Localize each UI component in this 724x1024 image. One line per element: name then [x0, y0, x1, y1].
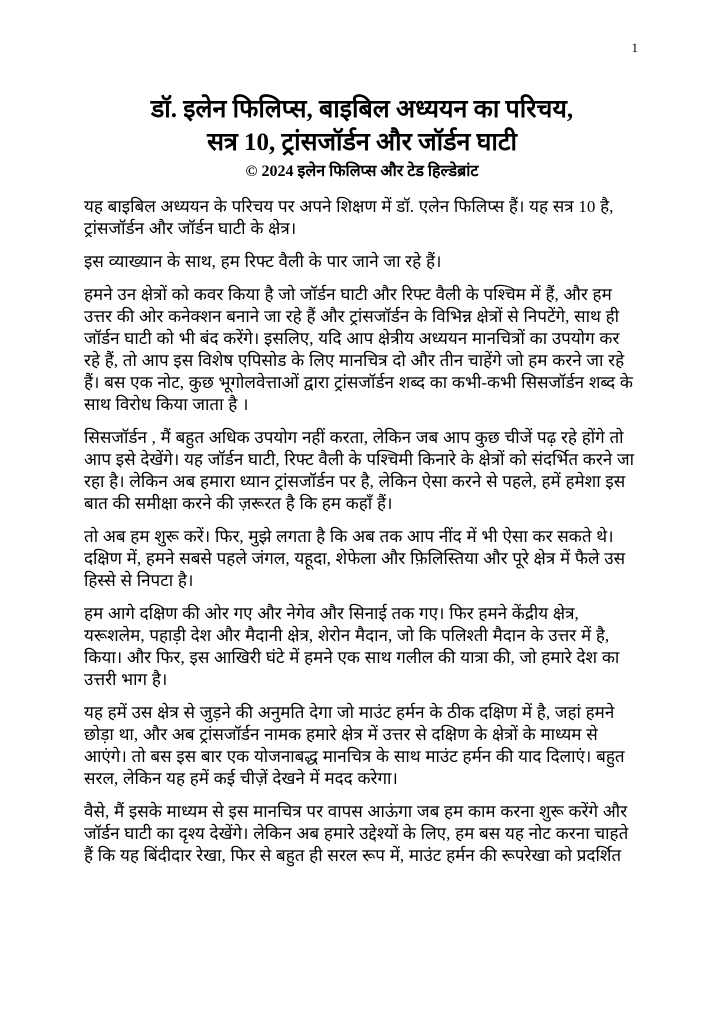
paragraph-5: तो अब हम शुरू करें। फिर, मुझे लगता है कि अब तक आप नींद में भी ऐसा कर सकते थे। दक्षिण में, हमने सबसे पहले जंगल, यहूदा, शेफेला और फ़िलिस्तिया और पूरे क्षेत्र में फैले उस हिस्से से निपटा है। — [84, 527, 626, 590]
paragraph-6: हम आगे दक्षिण की ओर गए और नेगेव और सिनाई तक गए। फिर हमने केंद्रीय क्षेत्र, यरूशलेम, पहाड़ी देश और मैदानी क्षेत्र, शेरोन मैदान, जो कि पलिश्ती मैदान के उत्तर में है, किया। और फिर, इस आखिरी घंटे में हमने एक साथ गलील की यात्रा की, जो हमारे देश का उत्तरी भाग है। — [84, 604, 620, 689]
title-line-2: सत्र 10, ट्रांसजॉर्डन और जॉर्डन घाटी — [207, 129, 517, 156]
page-number: 1 — [631, 40, 638, 55]
paragraph-8: वैसे, मैं इसके माध्यम से इस मानचित्र पर वापस आऊंगा जब हम काम करना शुरू करेंगे और जॉर्डन घाटी का दृश्य देखेंगे। लेकिन अब हमारे उद्देश्यों के लिए, हम बस यह नोट करना चाहते हैं कि यह बिंदीदार रेखा, फिर से बहुत ही सरल रूप में, माउंट हर्मन की रूपरेखा को प्रदर्शित — [84, 802, 629, 865]
paragraph-4: सिसजॉर्डन , मैं बहुत अधिक उपयोग नहीं करता, लेकिन जब आप कुछ चीजें पढ़ रहे होंगे तो आप इसे देखेंगे। यह जॉर्डन घाटी, रिफ्ट वैली के पश्चिमी किनारे के क्षेत्रों को संदर्भित करने जा रहा है। लेकिन अब हमारा ध्यान ट्रांसजॉर्डन पर है, लेकिन ऐसा करने से पहले, हमें हमेशा इस बात की समीक्षा करने की ज़रूरत है कि हम कहाँ हैं। — [84, 428, 635, 513]
document-title — [84, 93, 640, 159]
title-line-1: डॉ. इलेन फिलिप्स, बाइबिल अध्ययन का परिचय, — [150, 96, 574, 123]
paragraph-2: इस व्याख्यान के साथ, हम रिफ्ट वैली के पार जाने जा रहे हैं। — [84, 252, 442, 271]
paragraph-3: हमने उन क्षेत्रों को कवर किया है जो जॉर्डन घाटी और रिफ्ट वैली के पश्चिम में हैं, और हम उत्तर की ओर कनेक्शन बनाने जा रहे हैं और ट्रांसजॉर्डन के विभिन्न क्षेत्रों से निपटेंगे, साथ ही जॉर्डन घाटी को भी बंद करेंगे। इसलिए, यदि आप क्षेत्रीय अध्ययन मानचित्रों का उपयोग कर रहे हैं, तो आप इस विशेष एपिसोड के लिए मानचित्र दो और तीन चाहेंगे जो हम करने जा रहे हैं। बस एक नोट, कुछ भूगोलवेत्ताओं द्वारा ट्रांसजॉर्डन शब्द का कभी-कभी सिसजॉर्डन शब्द के साथ विरोध किया जाता है । — [84, 285, 633, 414]
paragraph-7: यह हमें उस क्षेत्र से जुड़ने की अनुमति देगा जो माउंट हर्मन के ठीक दक्षिण में है, जहां हमने छोड़ा था, और अब ट्रांसजॉर्डन नामक हमारे क्षेत्र में उत्तर से दक्षिण के क्षेत्रों के माध्यम से आएंगे। तो बस इस बार एक योजनाबद्ध मानचित्र के साथ माउंट हर्मन की याद दिलाएं। बहुत सरल, लेकिन यह हमें कई चीज़ें देखने में मदद करेगा। — [84, 703, 625, 788]
copyright-line: © 2024 इलेन फिलिप्स और टेड हिल्डेब्रांट — [245, 163, 479, 180]
paragraph-1: यह बाइबिल अध्ययन के परिचय पर अपने शिक्षण में डॉ. एलेन फिलिप्स हैं। यह सत्र 10 है, ट्रांसजॉर्डन और जॉर्डन घाटी के क्षेत्र। — [84, 197, 614, 238]
document-body — [84, 196, 640, 867]
